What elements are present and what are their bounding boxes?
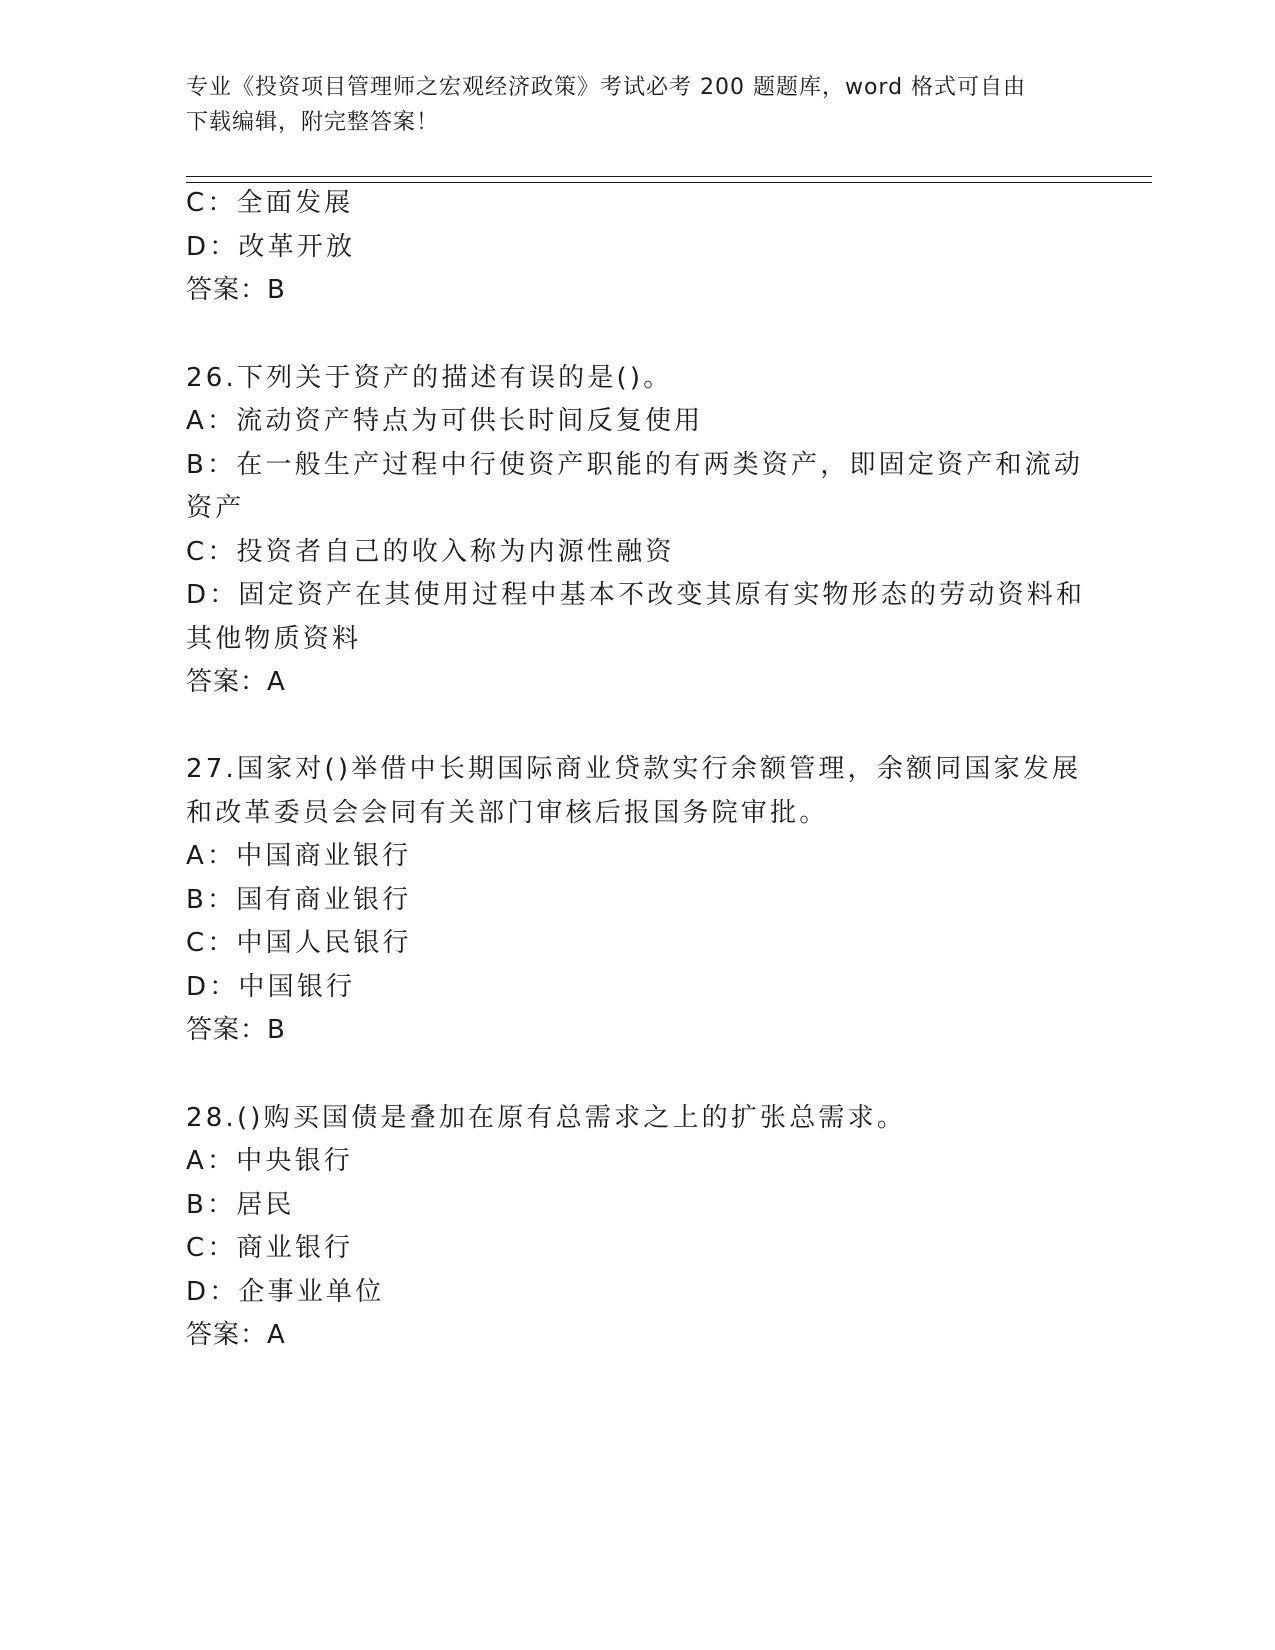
q25-answer — [186, 273, 285, 307]
q27-option-a: A：中国商业银行 — [186, 841, 412, 871]
q27-option-c: C：中国人民银行 — [186, 928, 412, 958]
q26-option-b: B：在一般生产过程中行使资产职能的有两类资产，即固定资产和流动 — [186, 450, 1084, 480]
answer-label: 答案： — [186, 275, 268, 305]
document-header — [186, 70, 1076, 140]
q27-option-b: B：国有商业银行 — [186, 885, 412, 915]
header-line-1: 专业《投资项目管理师之宏观经济政策》考试必考 200 题题库，word 格式可自由 — [186, 75, 1027, 100]
q27-stem: 27.国家对()举借中长期国际商业贷款实行余额管理，余额同国家发展 — [186, 754, 1082, 784]
q27-stem-continued: 和改革委员会会同有关部门审核后报国务院审批。 — [186, 798, 829, 828]
answer-value: B — [267, 275, 285, 305]
answer-value: A — [267, 667, 285, 697]
q28-option-d: D：企事业单位 — [186, 1277, 385, 1307]
q25-option-d: D：改革开放 — [186, 232, 356, 262]
q28-option-a: A：中央银行 — [186, 1146, 353, 1176]
header-divider-bottom — [186, 182, 1152, 183]
answer-value: B — [267, 1015, 285, 1045]
q27-answer — [186, 1013, 285, 1047]
q26-option-c: C：投资者自己的收入称为内源性融资 — [186, 537, 675, 567]
q26-answer — [186, 665, 285, 699]
q25-option-c: C：全面发展 — [186, 188, 354, 218]
answer-label: 答案： — [186, 667, 268, 697]
q26-option-d-continued: 其他物质资料 — [186, 624, 362, 654]
q26-option-a: A：流动资产特点为可供长时间反复使用 — [186, 406, 704, 436]
q28-answer — [186, 1318, 285, 1352]
q28-option-b: B：居民 — [186, 1190, 295, 1220]
q28-option-c: C：商业银行 — [186, 1233, 354, 1263]
q28-stem: 28.()购买国债是叠加在原有总需求之上的扩张总需求。 — [186, 1103, 907, 1133]
q26-option-d: D：固定资产在其使用过程中基本不改变其原有实物形态的劳动资料和 — [186, 580, 1086, 610]
answer-label: 答案： — [186, 1320, 268, 1350]
header-divider-top — [186, 176, 1152, 177]
answer-value: A — [267, 1320, 285, 1350]
answer-label: 答案： — [186, 1015, 268, 1045]
q27-option-d: D：中国银行 — [186, 972, 356, 1002]
header-line-2: 下载编辑，附完整答案！ — [186, 110, 440, 135]
q26-option-b-continued: 资产 — [186, 493, 245, 523]
q26-stem: 26.下列关于资产的描述有误的是()。 — [186, 363, 673, 393]
